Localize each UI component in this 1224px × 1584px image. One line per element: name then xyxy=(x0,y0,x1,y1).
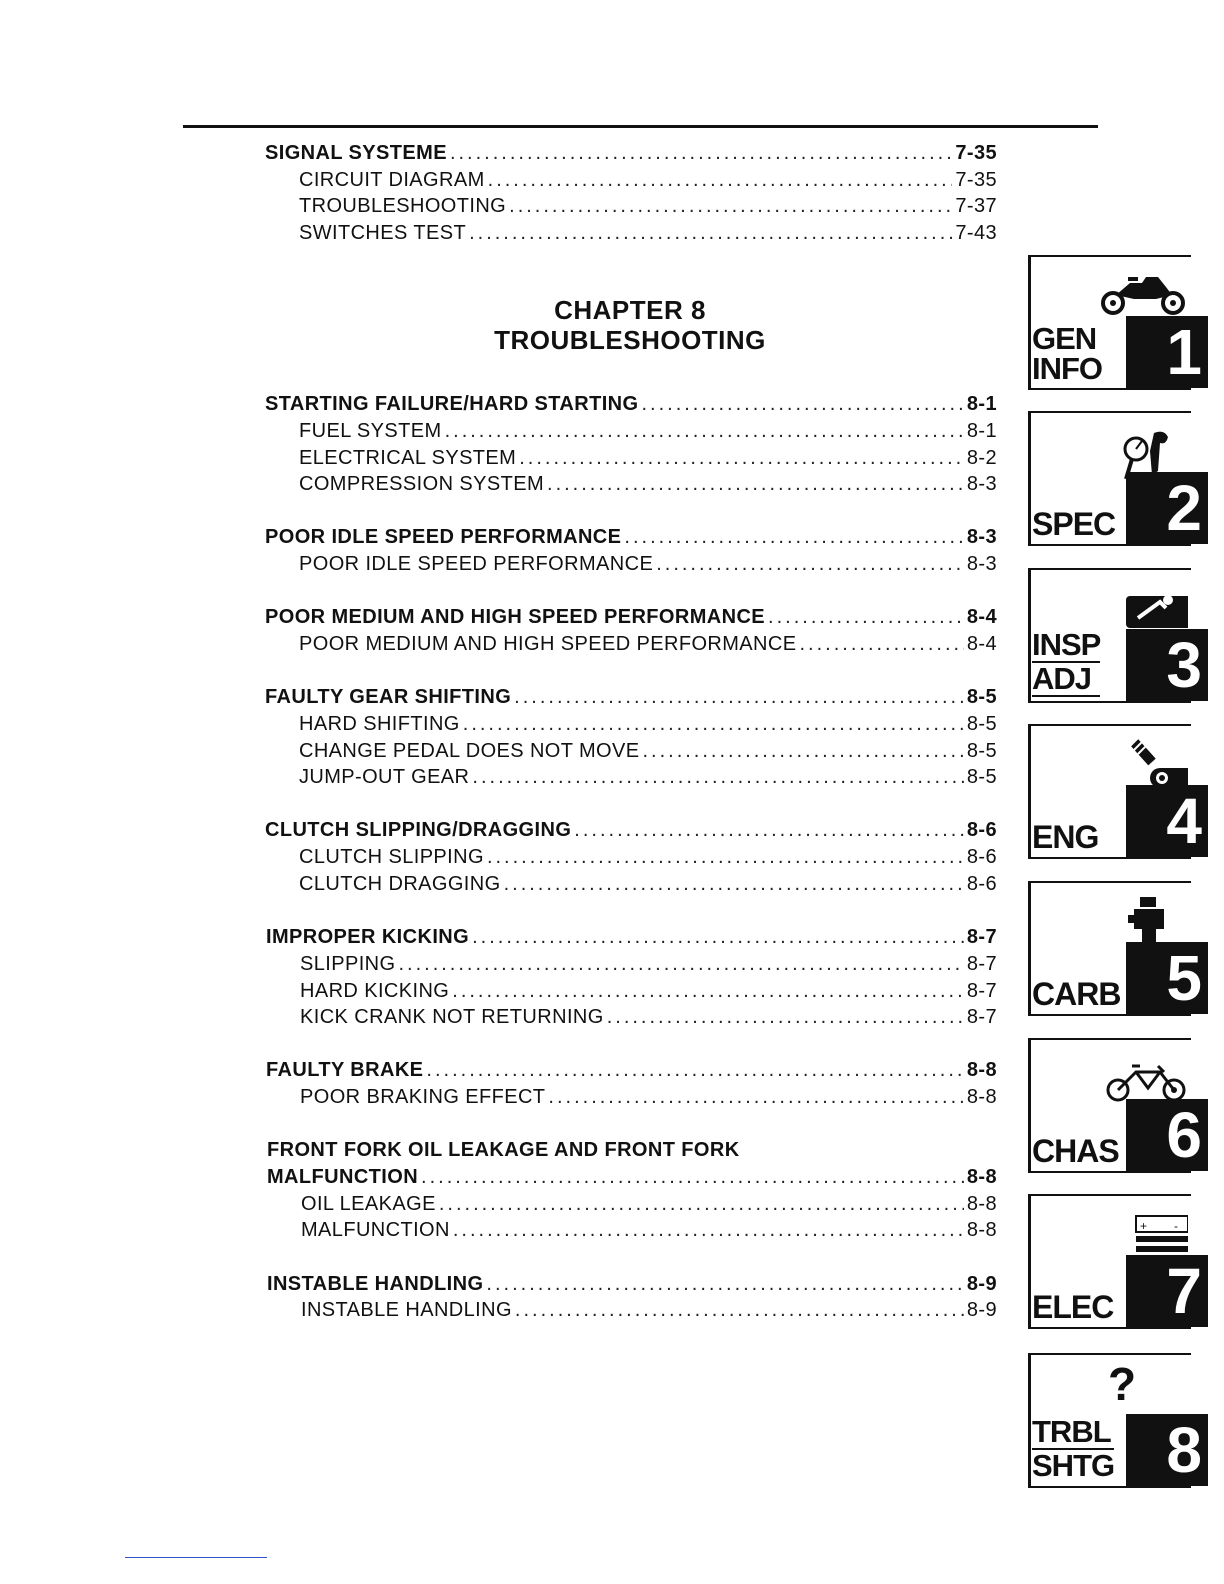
battery-minus: - xyxy=(1174,1219,1178,1233)
toc-item[interactable]: KICK CRANK NOT RETURNING ..... 8-7 xyxy=(300,1004,997,1030)
toc-item[interactable]: CHANGE PEDAL DOES NOT MOVE ..... 8-5 xyxy=(299,738,997,764)
tab-number: 4 xyxy=(1126,785,1208,857)
toc-section[interactable]: POOR MEDIUM AND HIGH SPEED PERFORMANCE ..... 8-4 xyxy=(265,604,997,630)
underline-mark xyxy=(125,1557,267,1558)
toc-item[interactable]: POOR IDLE SPEED PERFORMANCE ..... 8-3 xyxy=(299,551,997,577)
toc-item[interactable]: CLUTCH DRAGGING ..... 8-6 xyxy=(299,871,997,897)
tab-number: 7 xyxy=(1126,1255,1208,1327)
tab-number: 6 xyxy=(1126,1099,1208,1171)
tab-abbr-line1: GEN xyxy=(1032,321,1097,356)
toc-section-signal-system[interactable] xyxy=(265,140,997,166)
tab-gen-info[interactable] xyxy=(1028,255,1208,388)
tab-abbr-line2: SHTG xyxy=(1032,1448,1115,1483)
toc-item[interactable]: SLIPPING ..... 8-7 xyxy=(300,951,997,977)
tab-elec[interactable] xyxy=(1028,1194,1208,1327)
toc-item[interactable]: CIRCUIT DIAGRAM ..... 7-35 xyxy=(299,167,997,193)
toc-item[interactable]: OIL LEAKAGE ..... 8-8 xyxy=(301,1191,997,1217)
toc-item[interactable]: COMPRESSION SYSTEM ..... 8-3 xyxy=(299,471,997,497)
tab-abbr: CARB xyxy=(1032,976,1121,1012)
tab-chas[interactable] xyxy=(1028,1038,1208,1171)
tab-abbr-line2: ADJ xyxy=(1032,661,1100,697)
toc-item[interactable]: FUEL SYSTEM ..... 8-1 xyxy=(299,418,997,444)
toc-item[interactable]: HARD KICKING ..... 8-7 xyxy=(300,978,997,1004)
toc-item[interactable]: SWITCHES TEST ..... 7-43 xyxy=(299,220,997,246)
tab-trbl-shtg[interactable] xyxy=(1028,1353,1208,1486)
tab-number: 1 xyxy=(1126,316,1208,388)
tab-number: 8 xyxy=(1126,1414,1208,1486)
tab-number: 5 xyxy=(1126,942,1208,1014)
tab-abbr: CHAS xyxy=(1032,1133,1119,1169)
tab-spec[interactable] xyxy=(1028,411,1208,544)
battery-plus: + xyxy=(1140,1219,1148,1233)
tab-abbr-line1: TRBL xyxy=(1032,1414,1111,1449)
tab-abbr-line2: INFO xyxy=(1032,351,1103,386)
tab-number: 3 xyxy=(1126,629,1208,701)
toc-title: SIGNAL SYSTEME xyxy=(265,142,447,164)
tab-abbr: ELEC xyxy=(1032,1289,1114,1325)
tab-number: 2 xyxy=(1126,472,1208,544)
toc-item[interactable]: MALFUNCTION ..... 8-8 xyxy=(301,1217,997,1243)
toc-item[interactable]: HARD SHIFTING ..... 8-5 xyxy=(299,711,997,737)
tab-abbr: ENG xyxy=(1032,819,1099,855)
toc-section[interactable]: STARTING FAILURE/HARD STARTING ..... 8-1 xyxy=(265,391,997,417)
tab-carb[interactable] xyxy=(1028,881,1208,1014)
toc-item[interactable]: INSTABLE HANDLING ..... 8-9 xyxy=(301,1297,997,1323)
toc-item[interactable]: POOR MEDIUM AND HIGH SPEED PERFORMANCE ..... 8-4 xyxy=(299,631,997,657)
toc-item[interactable]: ELECTRICAL SYSTEM ..... 8-2 xyxy=(299,445,997,471)
motorcycle-icon xyxy=(1068,265,1188,315)
tab-eng[interactable] xyxy=(1028,724,1208,857)
toc-page: 7-35 xyxy=(955,142,997,164)
toc-section[interactable]: CLUTCH SLIPPING/DRAGGING ..... 8-6 xyxy=(265,817,997,843)
toc-section[interactable]: INSTABLE HANDLING ..... 8-9 xyxy=(267,1271,997,1297)
toc-item[interactable]: JUMP-OUT GEAR ..... 8-5 xyxy=(299,764,997,790)
inspection-tool-icon xyxy=(1068,578,1188,628)
toc-section[interactable]: POOR IDLE SPEED PERFORMANCE ..... 8-3 xyxy=(265,524,997,550)
toc-item[interactable]: POOR BRAKING EFFECT ..... 8-8 xyxy=(300,1084,997,1110)
toc-item[interactable]: CLUTCH SLIPPING ..... 8-6 xyxy=(299,844,997,870)
chapter-title: TROUBLESHOOTING xyxy=(494,325,766,355)
question-mark-icon: ? xyxy=(1108,1358,1137,1410)
toc-section[interactable]: FAULTY BRAKE ..... 8-8 xyxy=(266,1057,997,1083)
toc-section[interactable]: IMPROPER KICKING ..... 8-7 xyxy=(266,924,997,950)
tab-abbr-line1: INSP xyxy=(1032,627,1101,662)
toc-section-title-line1[interactable]: FRONT FORK OIL LEAKAGE AND FRONT FORK xyxy=(267,1139,740,1161)
chapter-number: CHAPTER 8 xyxy=(554,295,706,325)
tab-insp-adj[interactable] xyxy=(1028,568,1208,701)
toc-item[interactable]: TROUBLESHOOTING ..... 7-37 xyxy=(299,193,997,219)
toc-section[interactable]: FAULTY GEAR SHIFTING ..... 8-5 xyxy=(265,684,997,710)
toc-section[interactable]: MALFUNCTION ..... 8-8 xyxy=(267,1164,997,1190)
tab-abbr: SPEC xyxy=(1032,506,1116,542)
